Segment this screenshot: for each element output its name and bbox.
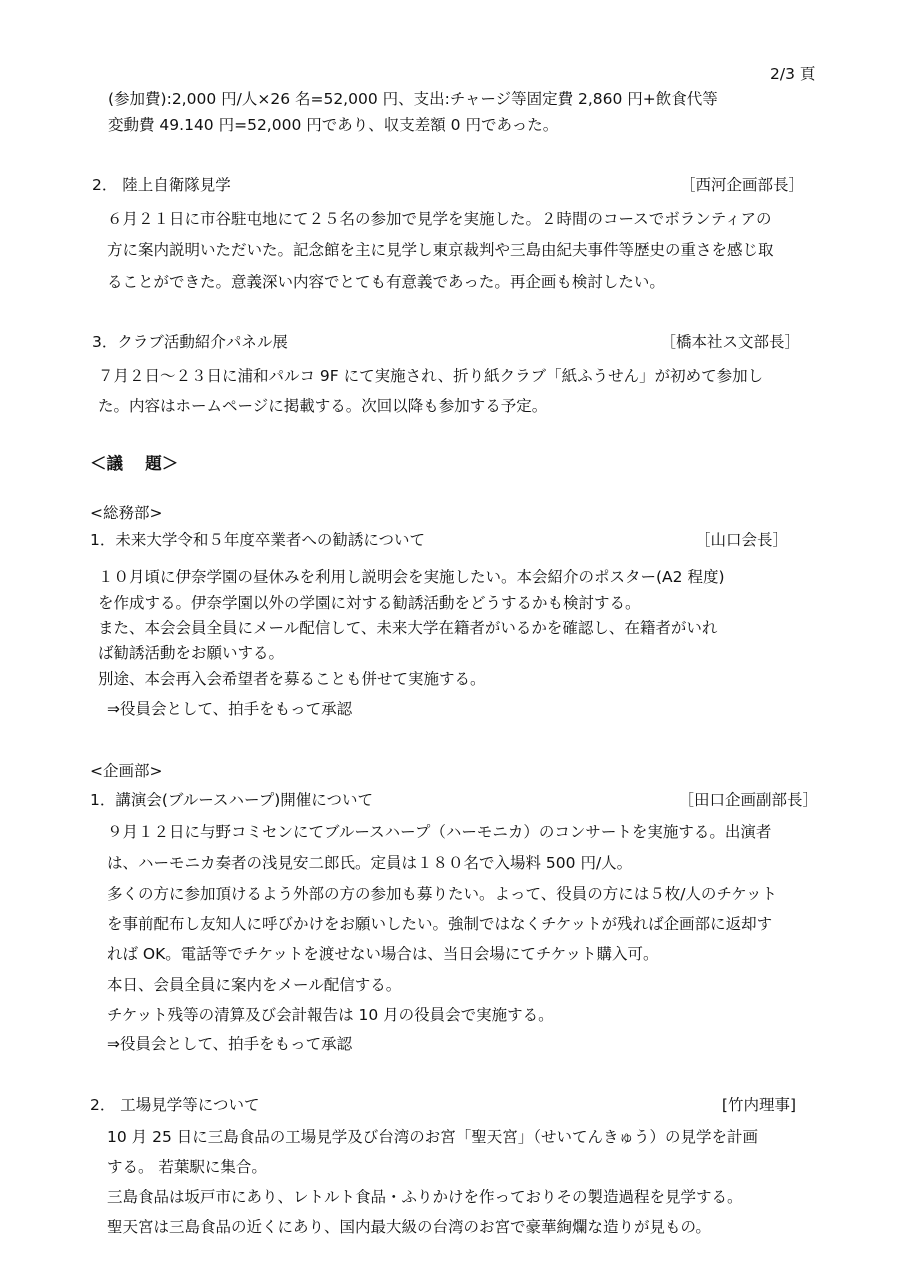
report2-line-1: ６月２１日に市谷駐屯地にて２５名の参加で見学を実施した。２時間のコースでボランティアの	[107, 210, 772, 228]
report2-line-3: ることができた。意義深い内容でとても有意義であった。再企画も検討したい。	[107, 273, 665, 291]
soumu-item1-approval: ⇒役員会として、拍手をもって承認	[107, 700, 353, 718]
report3-responsible: ［橋本社ス文部長］	[660, 333, 800, 351]
kikaku-item2-line-1: 10 月 25 日に三島食品の工場見学及び台湾のお宮「聖天宮」（せいてんきゅう）の見学を計画	[107, 1128, 758, 1146]
soumu-item1-line-3: また、本会会員全員にメール配信して、未来大学在籍者がいるかを確認し、在籍者がいれ	[98, 619, 718, 637]
kikaku-item1-approval: ⇒役員会として、拍手をもって承認	[107, 1035, 353, 1053]
kikaku-item2-line-2: する。 若葉駅に集合。	[107, 1158, 267, 1176]
kikaku-item1-line-2: は、ハーモニカ奏者の浅見安二郎氏。定員は１８０名で入場料 500 円/人。	[107, 854, 633, 872]
kikaku-item1-line-6: 本日、会員全員に案内をメール配信する。	[107, 976, 402, 994]
kikaku-item2-line-3: 三島食品は坂戸市にあり、レトルト食品・ふりかけを作っておりその製造過程を見学する。	[107, 1188, 743, 1206]
kikaku-item1-line-1: ９月１２日に与野コミセンにてブルースハープ（ハーモニカ）のコンサートを実施する。出演者	[107, 823, 772, 841]
kikaku-item1-line-7: チケット残等の清算及び会計報告は 10 月の役員会で実施する。	[107, 1006, 554, 1024]
report2-line-2: 方に案内説明いただいた。記念館を主に見学し東京裁判や三島由紀夫事件等歴史の重さを感じ取	[107, 241, 774, 259]
kikaku-section-label: <企画部>	[90, 762, 163, 780]
kikaku-item2-heading: 2． 工場見学等について	[90, 1096, 260, 1114]
report3-line-1: ７月２日～２３日に浦和パルコ 9F にて実施され、折り紙クラブ「紙ふうせん」が初めて参加し	[98, 367, 764, 385]
kikaku-item2-responsible: [竹内理事]	[721, 1096, 796, 1114]
report2-heading: 2． 陸上自衛隊見学	[92, 176, 231, 194]
kikaku-item1-responsible: ［田口企画副部長］	[678, 791, 818, 809]
kikaku-item2-line-4: 聖天宮は三島食品の近くにあり、国内最大級の台湾のお宮で豪華絢爛な造りが見もの。	[107, 1218, 711, 1236]
intro-line-2: 変動費 49.140 円=52,000 円であり、収支差額 0 円であった。	[108, 116, 559, 134]
soumu-item1-responsible: ［山口会長］	[694, 531, 788, 549]
soumu-item1-heading: 1．未来大学令和５年度卒業者への勧誘について	[90, 531, 426, 549]
kikaku-item1-line-4: を事前配布し友知人に呼びかけをお願いしたい。強制ではなくチケットが残れば企画部に返却す	[107, 915, 773, 933]
soumu-item1-line-5: 別途、本会再入会希望者を募ることも併せて実施する。	[98, 670, 486, 688]
page-number: 2/3 頁	[770, 65, 816, 83]
soumu-item1-line-4: ば勧誘活動をお願いする。	[98, 644, 285, 662]
report2-responsible: ［西河企画部長］	[679, 176, 804, 194]
soumu-section-label: <総務部>	[90, 504, 163, 522]
kikaku-item1-line-5: れば OK。電話等でチケットを渡せない場合は、当日会場にてチケット購入可。	[107, 945, 659, 963]
kikaku-item1-heading: 1．講演会(ブルースハープ)開催について	[90, 791, 373, 809]
report3-line-2: た。内容はホームページに掲載する。次回以降も参加する予定。	[98, 397, 548, 415]
intro-line-1: (参加費):2,000 円/人×26 名=52,000 円、支出:チャージ等固定費 2,860 円+飲食代等	[108, 90, 718, 108]
agenda-heading: ＜議 題＞	[90, 454, 179, 473]
report3-heading: 3．クラブ活動紹介パネル展	[92, 333, 288, 351]
soumu-item1-line-1: １０月頃に伊奈学園の昼休みを利用し説明会を実施したい。本会紹介のポスター(A2 程度)	[98, 568, 725, 586]
soumu-item1-line-2: を作成する。伊奈学園以外の学園に対する勧誘活動をどうするかも検討する。	[98, 594, 641, 612]
kikaku-item1-line-3: 多くの方に参加頂けるよう外部の方の参加も募りたい。よって、役員の方には５枚/人のチケット	[107, 885, 778, 903]
